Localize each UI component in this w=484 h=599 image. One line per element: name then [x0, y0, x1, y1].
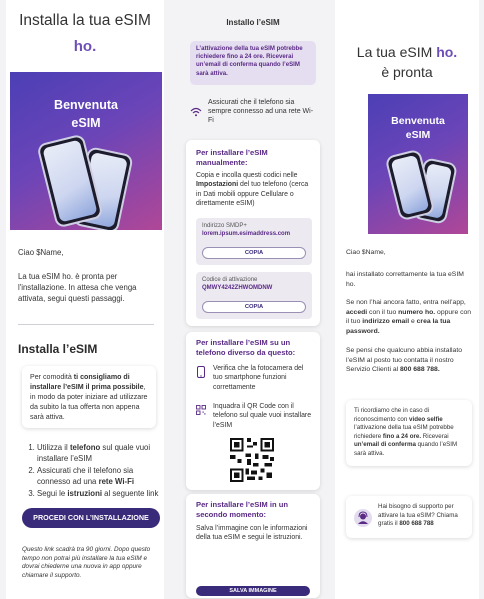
email-install-panel — [6, 0, 164, 599]
proceed-install-button[interactable]: PROCEDI CON L’INSTALLAZIONE — [22, 508, 160, 528]
other-phone-heading: Per installare l’eSIM su un telefono diverso da questo: — [196, 338, 296, 357]
save-image-button[interactable]: SALVA IMMAGINE — [196, 586, 310, 596]
list-item: 3. Segui le istruzioni al seguente link — [37, 488, 160, 499]
installed-text: hai installato correttamente la tua eSIM ho. — [346, 271, 464, 288]
greeting: Ciao $Name, — [18, 248, 64, 257]
expiry-note: Questo link scadrà tra 90 giorni. Dopo questo tempo non potrai più installare la tua eSIM e dovrai chiederne una nuova in app oppure chiamare il supporto. — [22, 546, 151, 579]
video-selfie-card — [346, 400, 472, 466]
install-steps-list — [28, 442, 160, 500]
screen-title: Installo l’eSIM — [226, 18, 280, 27]
install-later-card — [186, 494, 320, 598]
support-text: Hai bisogno di supporto per attivare la tua eSIM? Chiama gratis il 800 688 788 — [378, 503, 458, 528]
page-title: La tua eSIM ho. è pronta — [356, 44, 458, 80]
recommendation-card: Per comodità ti consigliamo di installare l’eSIM il prima possibile, in modo da poter iniziare ad utilizzare da subito la tua offerta non appena sarà attiva. — [22, 366, 156, 428]
hero-title: Benvenuta eSIM — [391, 115, 445, 141]
later-text: Salva l’immagine con le informazioni della tua eSIM e segui le istruzioni. — [196, 525, 308, 542]
scan-step-text: Inquadra il QR Code con il telefono sul quale vuoi installare l’eSIM — [213, 403, 312, 429]
welcome-hero-image — [368, 94, 468, 234]
manual-heading: Per installare l’eSIM manualmente: — [196, 148, 268, 167]
ho-logo: ho. — [73, 38, 97, 55]
install-heading: Installa l’eSIM — [18, 342, 98, 356]
list-item: 1. Utilizza il telefono sul quale vuoi installare l’eSIM — [37, 442, 160, 464]
wifi-icon — [190, 106, 202, 118]
page-title: Installa la tua eSIM — [19, 12, 151, 29]
manual-text: Copia e incolla questi codici nelle Impostazioni del tuo telefono (cerca in Dati mobili oppure Cellulare o direttamente eSIM) — [196, 172, 309, 207]
email-ready-panel — [335, 0, 479, 599]
copy-activation-button[interactable]: COPIA — [202, 301, 306, 313]
install-esim-screen — [186, 0, 320, 599]
smdp-value: lorem.ipsum.esimaddress.com — [202, 231, 291, 237]
divider — [18, 324, 154, 325]
camera-step-text: Verifica che la fotocamera del tuo smartphone funzioni correttamente — [213, 365, 304, 391]
greeting: Ciao $Name, — [346, 249, 386, 256]
smdp-field — [196, 218, 312, 265]
smartphone-icon — [196, 366, 206, 378]
intro-text: La tua eSIM ho. è pronta per l'installazione. In attesa che venga attivata, segui questi passaggi. — [18, 272, 137, 303]
login-text: Se non l’hai ancora fatto, entra nell’app, accedi con il tuo numero ho. oppure con il tuo indirizzo email e crea la tua password. — [346, 299, 472, 335]
welcome-hero-image — [10, 72, 162, 230]
other-phone-card — [186, 332, 320, 490]
wifi-notice-text: Assicurati che il telefono sia sempre connesso ad una rete Wi-Fi — [208, 99, 314, 124]
copy-smdp-button[interactable]: COPIA — [202, 247, 306, 259]
activation-code-field — [196, 272, 312, 319]
support-card — [346, 496, 472, 538]
esim-qr-code — [228, 436, 276, 484]
support-agent-icon — [354, 509, 372, 527]
qr-code-icon — [196, 404, 206, 416]
manual-install-card — [186, 140, 320, 326]
smdp-label: Indirizzo SMDP+ — [202, 223, 247, 229]
activation-value: QMWY4242ZHWOMDNW — [202, 285, 273, 291]
hero-title: Benvenuta eSIM — [54, 98, 118, 130]
list-item: 2. Assicurati che il telefono sia connesso ad una rete Wi-Fi — [37, 465, 160, 487]
activation-label: Codice di attivazione — [202, 277, 258, 283]
activation-alert: L’attivazione della tua eSIM potrebbe richiedere fino a 24 ore. Riceverai un’email di conferma quando l’eSIM sarà attiva. — [190, 41, 316, 85]
fraud-text: Se pensi che qualcuno abbia installato l’eSIM al posto tuo contatta il nostro Servizio Clienti al 800 688 788. — [346, 347, 463, 374]
ho-logo: ho. — [436, 44, 458, 60]
video-selfie-text: Ti ricordiamo che in caso di riconoscimento con video selfie l’attivazione della tua eSIM potrebbe richiedere fino a 24 ore. Riceverai un’email di conferma quando l’eSIM sarà attiva. — [354, 407, 458, 457]
later-heading: Per installare l’eSIM in un secondo momento: — [196, 500, 288, 519]
